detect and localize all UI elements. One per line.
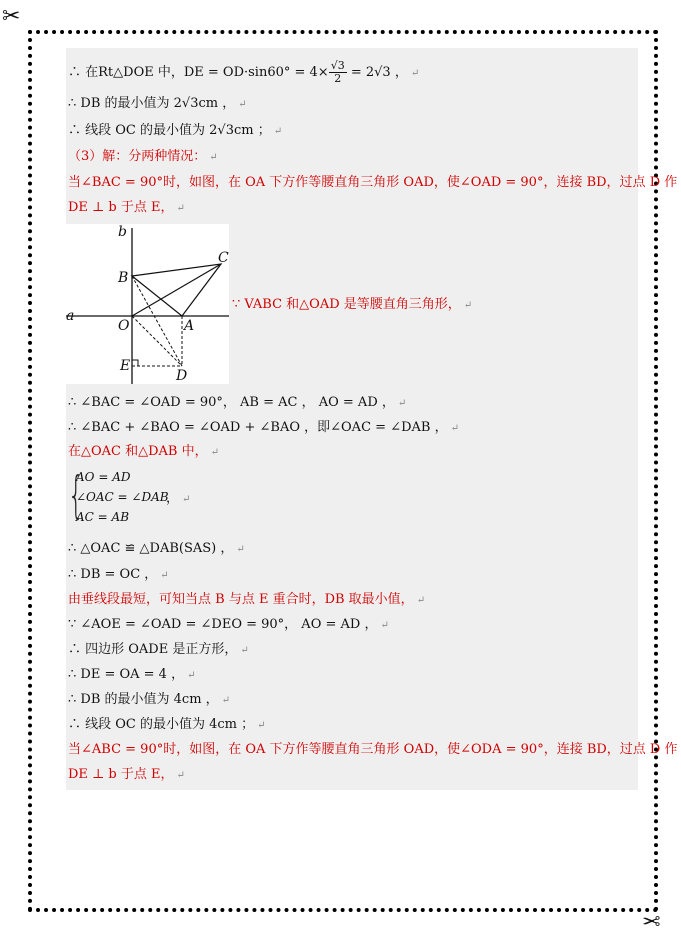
solution-line-20: DE ⊥ b 于点 E， ↵ [68,767,185,782]
system-tail: ， ↵ [166,491,191,506]
solution-line-1: ∴ 在Rt△DOE 中，DE = OD·sin60° = 4× $\frac{√3}{2}$ = 2√3 ， ↵ [68,59,420,85]
label-O: O [118,318,130,334]
segment-bd [132,276,182,366]
solution-line-16: ∴ DE = OA = 4 ， ↵ [68,667,196,682]
solution-line-10: 在△OAC 和△DAB 中， ↵ [68,444,220,459]
right-angle-mark [132,360,138,366]
label-C: C [218,250,229,266]
label-a: a [66,308,75,324]
scissors-icon: ✂ [2,4,21,29]
segment-od [132,316,182,366]
label-b: b [118,224,127,240]
label-D: D [176,368,188,384]
solution-line-18: ∴ 线段 OC 的最小值为 4cm ； ↵ [68,717,266,732]
solution-line-2: ∴ DB 的最小值为 2√3cm ， ↵ [68,96,247,111]
solution-line-13: 由垂线段最短，可知当点 B 与点 E 重合时，DB 取最小值， ↵ [68,592,426,607]
solution-line-9: ∴ ∠BAC + ∠BAO = ∠OAD + ∠BAO ，即∠OAC = ∠DAB ， ↵ [68,420,459,435]
label-A: A [184,318,195,334]
segment-oc [132,264,221,316]
solution-line-7: ∵ VABC 和△OAD 是等腰直角三角形， ↵ [232,297,473,312]
fraction: $\frac{√3}{2}$ [330,59,345,85]
solution-line-8: ∴ ∠BAC = ∠OAD = 90°， AB = AC ， AO = AD ， ↵ [68,395,407,410]
left-brace: { [68,466,84,524]
system-row-2: ∠OAC = ∠DAB [76,490,169,504]
solution-line-17: ∴ DB 的最小值为 4cm ， ↵ [68,692,231,707]
solution-line-6: DE ⊥ b 于点 E， ↵ [68,200,185,215]
label-B: B [118,270,129,286]
system-row-1: AO = AD [76,470,131,484]
solution-line-15: ∴ 四边形 OADE 是正方形， ↵ [68,642,249,657]
solution-line-19: 当∠ABC = 90°时，如图，在 OA 下方作等腰直角三角形 OAD，使∠ODA = 90°，连接 BD，过点 D 作 [68,742,678,757]
label-E: E [120,358,131,374]
solution-line-3: ∴ 线段 OC 的最小值为 2√3cm ； ↵ [68,123,283,138]
solution-line-14: ∵ ∠AOE = ∠OAD = ∠DEO = 90°， AO = AD ， ↵ [68,617,389,632]
geometry-figure [66,224,229,384]
solution-line-4: （3）解：分两种情况： ↵ [68,149,218,164]
solution-line-5: 当∠BAC = 90°时，如图，在 OA 下方作等腰直角三角形 OAD，使∠OAD = 90°，连接 BD，过点 D 作 [68,175,678,190]
solution-line-11: ∴ △OAC ≌ △DAB(SAS) ， ↵ [68,541,245,556]
solution-line-12: ∴ DB = OC ， ↵ [68,567,169,582]
scissors-icon: ✂ [642,907,661,932]
system-row-3: AC = AB [76,510,130,524]
